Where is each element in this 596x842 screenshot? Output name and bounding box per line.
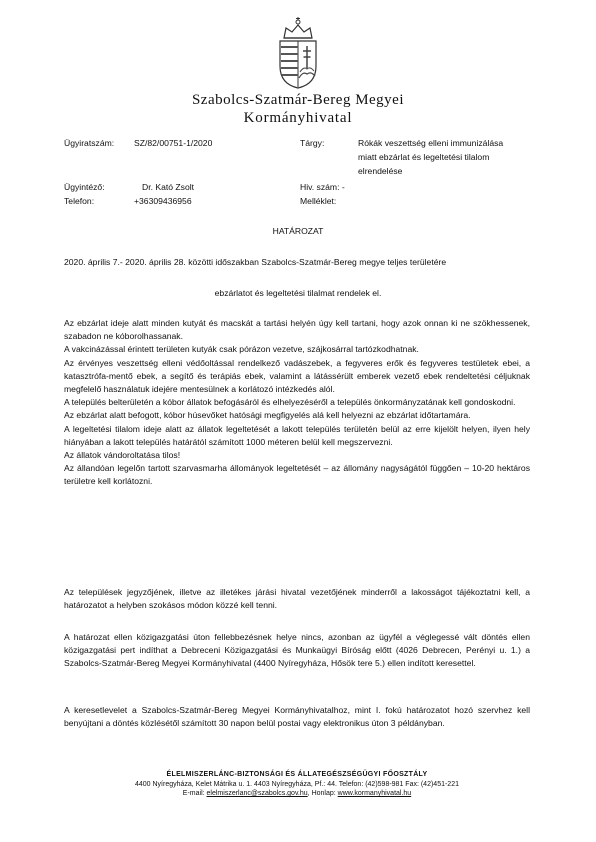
melleklet-label: Melléklet: xyxy=(300,196,337,206)
hivszam-label: Hiv. szám: - xyxy=(300,182,345,192)
targy-value-line3: elrendelése xyxy=(358,166,403,176)
footer-web-label: Honlap: xyxy=(311,790,336,797)
rule-2: A vakcinázással érintett területen kutyák csak pórázon vezetve, szájkosárral tartózkodhatnak. xyxy=(64,344,419,355)
footer-address: 4400 Nyíregyháza, Kelet Mátrika u. 1. 4403 Nyíregyháza, Pf.: 44. Telefon: (42)598-981 Fax: (42)451-221 xyxy=(134,780,459,788)
footer-contact: E-mail: elelmiszerlanc@szabolcs.gov.hu, Honlap: www.kormanyhivatal.hu xyxy=(182,790,412,797)
rule-4: A település belterületén a kóbor állatok befogásáról és elhelyezéséről a település önkormányzatának kell gondoskodni. xyxy=(64,397,516,408)
rule-5: Az ebzárlat alatt befogott, kóbor húsevőket hatósági megfigyelés alá kell helyezni az ebzárlat időtartamára. xyxy=(64,410,471,421)
intro-text: 2020. április 7.- 2020. április 28. közötti időszakban Szabolcs-Szatmár-Bereg megye teljes területére xyxy=(64,257,447,267)
ugyiratszam-label: Ügyiratszám: xyxy=(64,138,115,148)
appeal-paragraph xyxy=(64,631,530,671)
notify-text: Az települések jegyzőjének, illetve az illetékes járási hivatal vezetőjének minderről a lakosságot tájékoztatni kell, a határozatot a helyben szokásos módon közzé kell tenni. xyxy=(64,587,530,611)
notify-paragraph xyxy=(64,586,530,612)
targy-value-line2: miatt ebzárlat és legeltetési tilalom xyxy=(358,152,490,162)
rule-1: Az ebzárlat ideje alatt minden kutyát és macskát a tartási helyén úgy kell tartani, hogy azok onnan ki ne szökhessenek, szabadon ne kóborolhassanak. xyxy=(64,318,530,342)
submit-paragraph xyxy=(64,704,530,730)
footer-email-label: E-mail: xyxy=(182,790,205,797)
rule-7: Az állatok vándoroltatása tilos! xyxy=(64,450,181,461)
organization-name-line1: Szabolcs-Szatmár-Bereg Megyei xyxy=(191,92,405,108)
telefon-value: +36309436956 xyxy=(134,196,192,206)
intro-text-2: ebzárlatot és legeltetési tilalmat rendelek el. xyxy=(214,288,382,298)
footer-department: ÉLELMISZERLÁNC-BIZTONSÁGI ÉS ÁLLATEGÉSZSÉGÜGYI FŐOSZTÁLY xyxy=(166,771,428,778)
appeal-text: A határozat ellen közigazgatási úton fellebbezésnek helye nincs, azonban az ügyfél a véglegessé vált döntés ellen közigazgatási pert indíthat a Debreceni Közigazgatási és Munkaügyi Bíróság előtt (4026 Debrecen, Perényi u. 1.) a Szabolcs-Szatmár-Bereg Megyei Kormányhivatal (4400 Nyíregyháza, Hősök tere 5.) ellen indított keresettel. xyxy=(64,632,530,669)
targy-label: Tárgy: xyxy=(300,138,325,148)
rule-6: A legeltetési tilalom ideje alatt az állatok legeltetését a lakott település területén belül az erre kijelölt helyen, ilyen hely hiányában a lakott település határától számított 1000 méteren belül kell megszervezni. xyxy=(64,423,530,447)
telefon-label: Telefon: xyxy=(64,196,95,206)
rule-3: Az érvényes veszettség elleni védőoltással rendelkező vadászebek, a fegyveres erők és fegyveres testületek ebei, a katasztrófa-mentő ebek, a segítő és terápiás ebek, valamint a látássérült emberek vezető ebek rendeltetési céljuknak megfelelő használatuk idejére mentesülnek a korlátozó intézkedés alól. xyxy=(64,357,530,395)
targy-value-line1: Rókák veszettség elleni immunizálása xyxy=(358,138,504,148)
footer-web-link[interactable]: www.kormanyhivatal.hu xyxy=(337,790,412,797)
document-title: HATÁROZAT xyxy=(272,226,324,236)
rules-block xyxy=(64,317,530,489)
ugyiratszam-value: SZ/82/00751-1/2020 xyxy=(134,138,213,148)
coat-of-arms-icon xyxy=(272,16,324,90)
ugyintezo-value: Dr. Kató Zsolt xyxy=(142,182,195,192)
rule-8: Az állandóan legelőn tartott szarvasmarha állományok legeltetését – az állomány nagyságától függően – 10-20 hektáros területre kell korlátozni. xyxy=(64,463,530,487)
submit-text: A keresetlevelet a Szabolcs-Szatmár-Bereg Megyei Kormányhivatalhoz, mint I. fokú határozatot hozó szervhez kell benyújtani a döntés közlésétől számított 30 napon belül postai vagy elektronikus úton 3 példányban. xyxy=(64,705,530,729)
ugyintezo-label: Ügyintéző: xyxy=(64,182,105,192)
footer xyxy=(64,770,530,799)
footer-email-link[interactable]: elelmiszerlanc@szabolcs.gov.hu xyxy=(206,790,308,797)
organization-name-line2: Kormányhivatal xyxy=(243,110,353,126)
